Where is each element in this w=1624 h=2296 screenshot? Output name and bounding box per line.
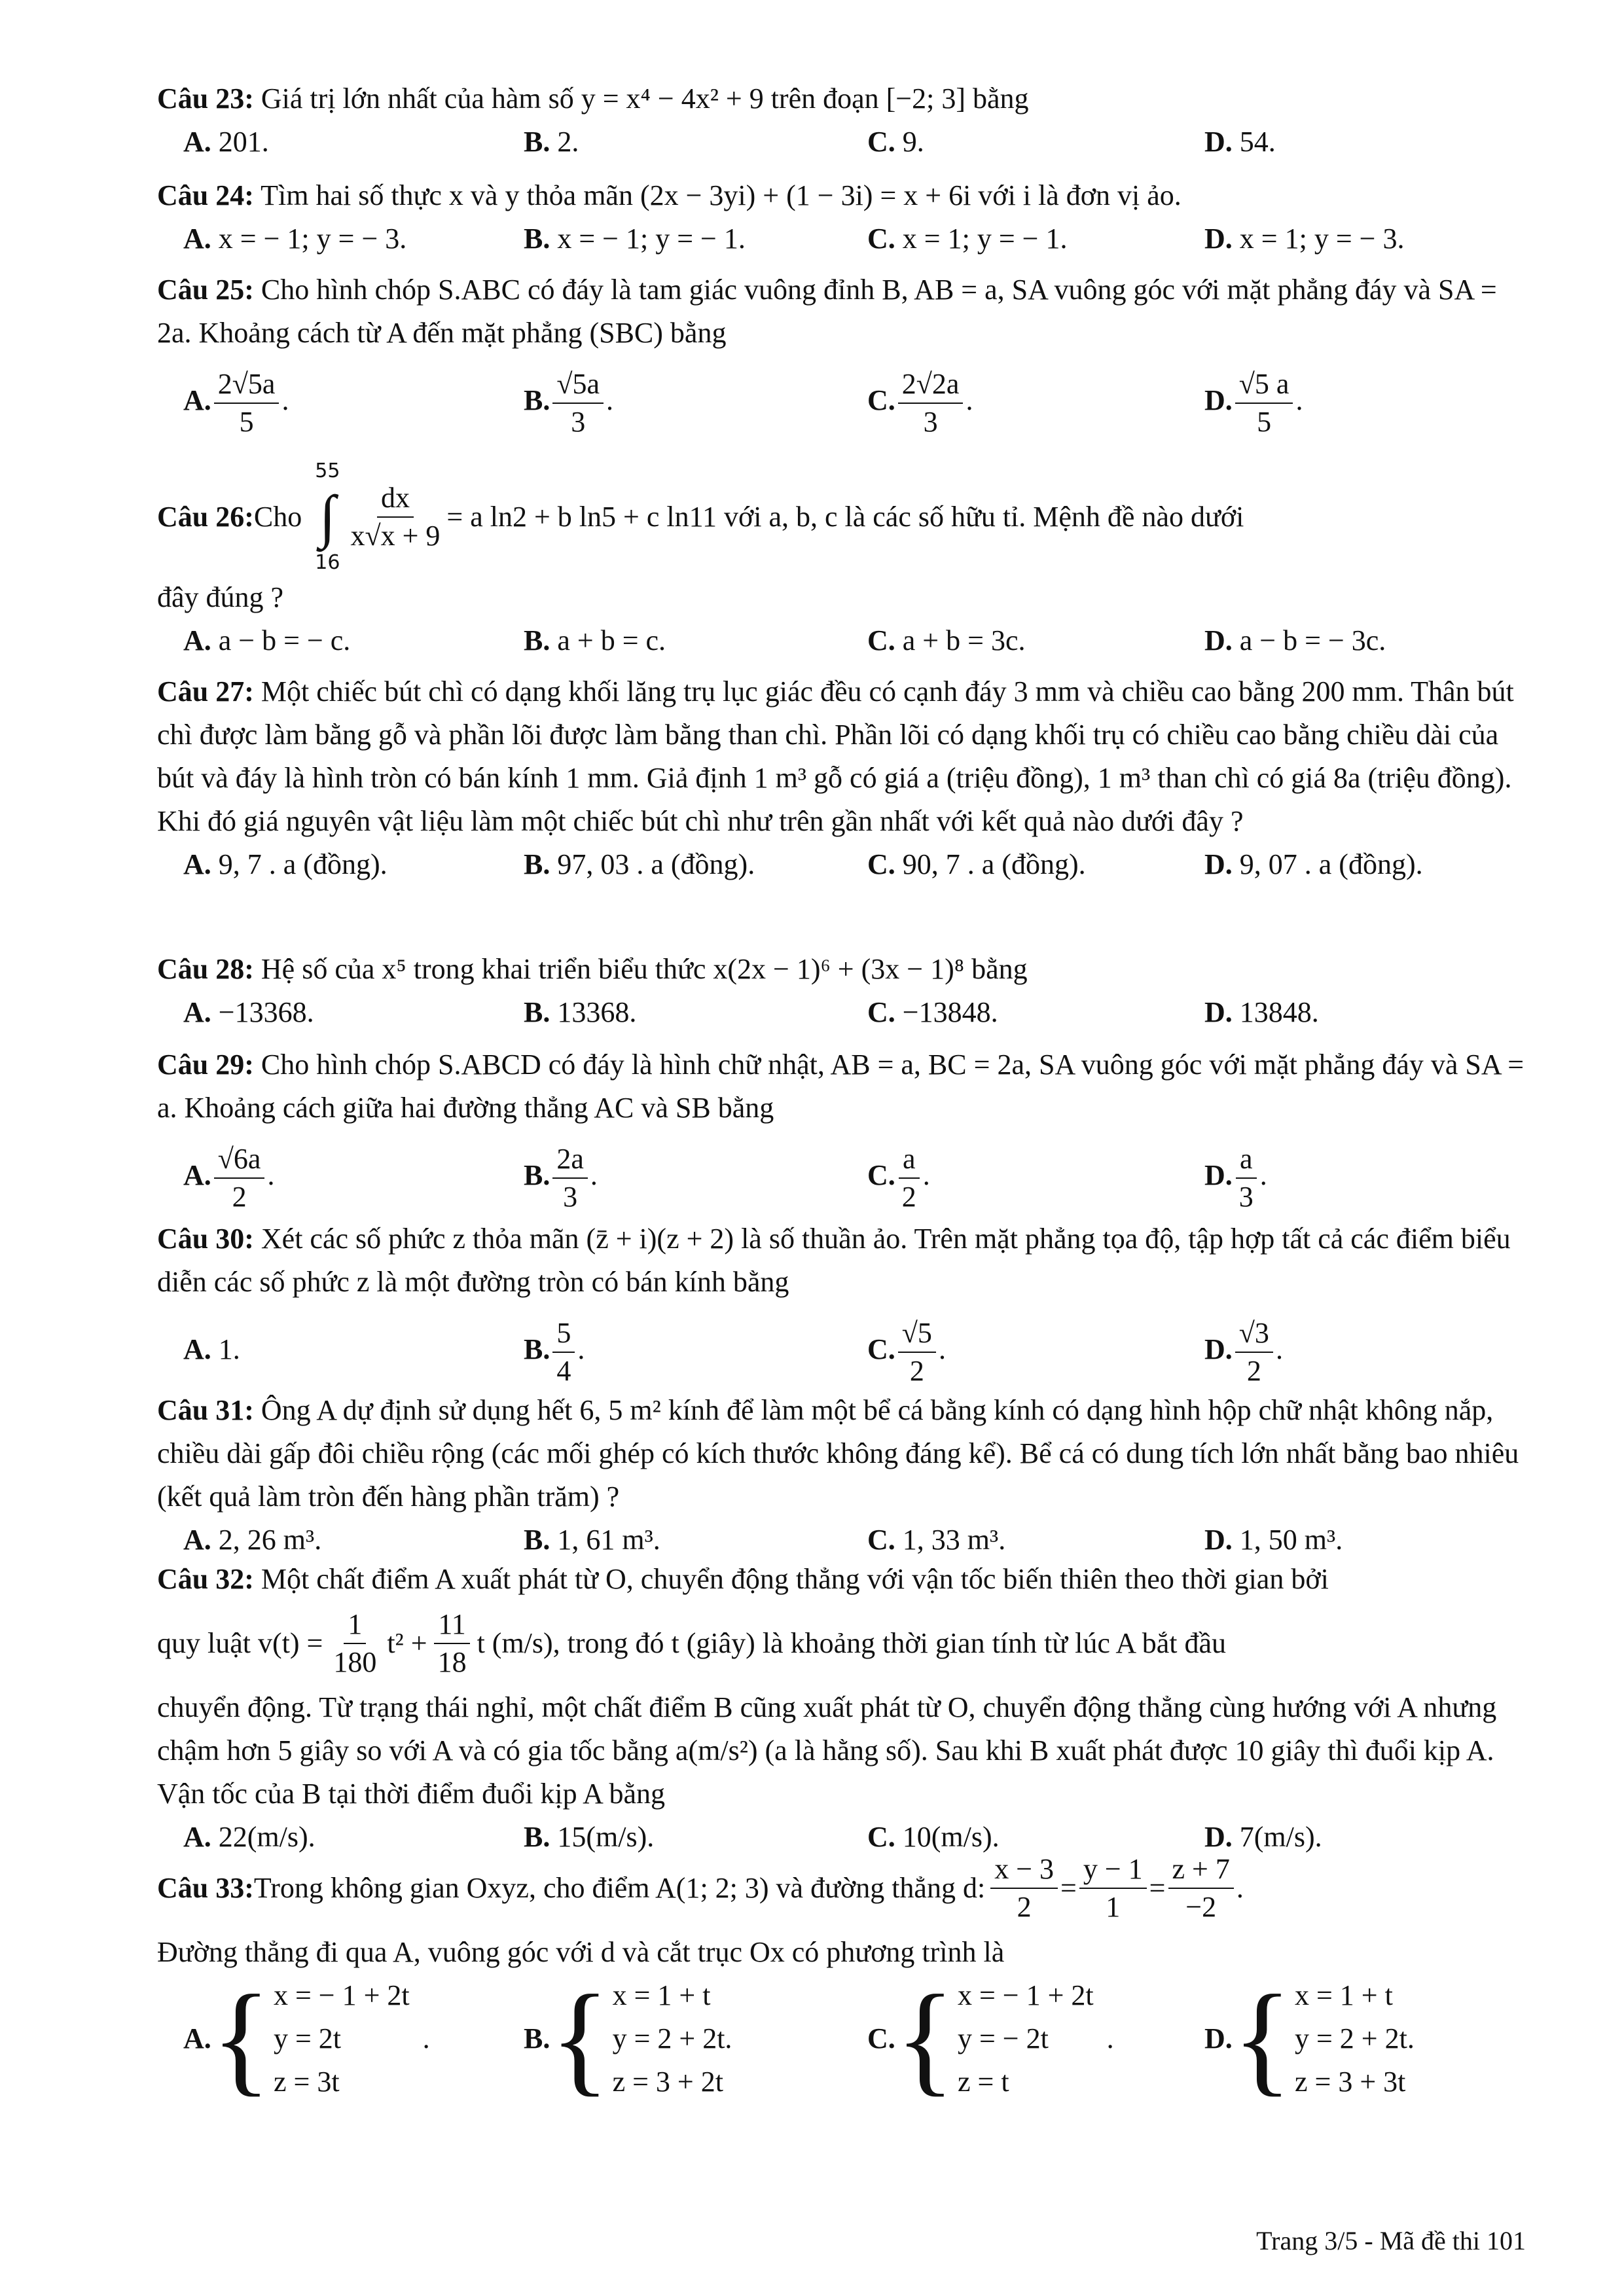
option-c: C. 90, 7 . a (đồng).	[867, 848, 1086, 880]
fraction: $\frac{x - 3}{2}$	[990, 1851, 1058, 1926]
fraction: $\frac{1}{180}$	[329, 1606, 380, 1681]
question-label: Câu 26:	[157, 501, 254, 533]
option-c: C. a + b = 3c.	[867, 624, 1026, 656]
velocity-law: quy luật v(t) = $\frac{1}{180}$ t² + $\frac{11}{18}$ t (m/s), trong đó t (giây) là khoảng thời gian tính từ lúc A bắt đầu	[157, 1601, 1525, 1686]
option-a: A. 9, 7 . a (đồng).	[183, 848, 388, 880]
answer-options	[157, 355, 1525, 446]
option-b: B. 97, 03 . a (đồng).	[524, 848, 755, 880]
question-text: Câu 31: Ông A dự định sử dụng hết 6, 5 m² kính để làm một bể cá bằng kính có dạng hình hộp chữ nhật không nắp, chiều dài gấp đôi chiều rộng (các mối ghép có kích thước không đáng kể). Bể cá có dung tích lớn nhất bằng bao nhiêu (kết quả làm tròn đến hàng phần trăm) ?	[157, 1394, 1519, 1513]
option-a: A. { x = − 1 + 2t y = 2t z = 3t .	[183, 1970, 430, 2108]
fraction: $\frac{√6a}{2}$	[214, 1141, 265, 1215]
fraction: $\frac{a}{2}$	[898, 1141, 920, 1215]
option-a: A. 2, 26 m³.	[183, 1524, 322, 1556]
option-a: A. $\frac{√6a}{2}$ .	[183, 1130, 274, 1221]
option-a: A. x = − 1; y = − 3.	[183, 223, 407, 255]
option-a: A. a − b = − c.	[183, 624, 351, 656]
option-b: B. 13368.	[524, 996, 637, 1028]
question-26: Câu 26: Cho 55 ∫ 16 $\frac{dx}{x√x + 9}$ = a ln2 + b ln5 + c ln11 với a, b, c là các số hữu tỉ. Mệnh đề nào dưới đây đúng ? A. a − b = − c. B. a + b = c. C. a + b = 3c. D. a − b = − 3c.	[157, 458, 1525, 662]
question-label: Câu 29:	[157, 1049, 254, 1081]
option-b: B. { x = 1 + t y = 2 + 2t. z = 3 + 2t	[524, 1970, 732, 2108]
option-c: C. $\frac{2√2a}{3}$ .	[867, 355, 973, 446]
question-33: Câu 33: Trong không gian Oxyz, cho điểm A(1; 2; 3) và đường thẳng d: $\frac{x - 3}{2}$ = $\frac{y - 1}{1}$ = $\frac{z + 7}{-2}$ . Đường thẳng đi qua A, vuông góc với d và cắt trục Ox có phương trình là A. { x = − 1 + 2t y = 2t z = 3t . B. { x = 1 + t y = 2 + 2t. z = 3 + 2t C. { x = − 1 + 2t y = − 2t z = t . D. { x = 1 + t y = 2 + 2t. z = 3 + 3t	[157, 1846, 1525, 2105]
equation-system: { x = 1 + t y = 2 + 2t. z = 3 + 2t	[550, 1970, 732, 2108]
equation-system: { x = 1 + t y = 2 + 2t. z = 3 + 3t	[1232, 1970, 1415, 2108]
option-c: C. 10(m/s).	[867, 1821, 1000, 1853]
page-footer: Trang 3/5 - Mã đề thi 101	[1256, 2226, 1526, 2255]
fraction: $\frac{z + 7}{-2}$	[1168, 1851, 1234, 1926]
option-b: B. $\frac{√5a}{3}$ .	[524, 355, 613, 446]
option-d: D. 13848.	[1204, 996, 1319, 1028]
question-label: Câu 25:	[157, 274, 254, 306]
option-d: D. 54.	[1204, 126, 1276, 158]
option-b: B. $\frac{5}{4}$ .	[524, 1304, 585, 1395]
answer-options	[157, 120, 1525, 164]
question-label: Câu 32:	[157, 1563, 254, 1595]
option-b: B. x = − 1; y = − 1.	[524, 223, 746, 255]
question-text: Câu 23: Giá trị lớn nhất của hàm số y = x⁴ − 4x² + 9 trên đoạn [−2; 3] bằng	[157, 82, 1029, 115]
option-c: C. $\frac{a}{2}$ .	[867, 1130, 930, 1221]
question-label: Câu 33:	[157, 1872, 254, 1904]
fraction: $\frac{2√5a}{5}$	[214, 366, 280, 440]
fraction: $\frac{a}{3}$	[1235, 1141, 1257, 1215]
option-b: B. 1, 61 m³.	[524, 1524, 660, 1556]
question-25	[157, 268, 1525, 446]
question-text: Câu 27: Một chiếc bút chì có dạng khối lăng trụ lục giác đều có cạnh đáy 3 mm và chiều cao bằng 200 mm. Thân bút chì được làm bằng gỗ và phần lõi được làm bằng than chì. Phần lõi có dạng khối trụ có chiều cao bằng chiều dài của bút và đáy là hình tròn có bán kính 1 mm. Giả định 1 m³ gỗ có giá a (triệu đồng), 1 m³ than chì có giá 8a (triệu đồng). Khi đó giá nguyên vật liệu làm một chiếc bút chì như trên gần nhất với kết quả nào dưới đây ?	[157, 675, 1514, 837]
option-d: D. x = 1; y = − 3.	[1204, 223, 1405, 255]
option-d: D. 1, 50 m³.	[1204, 1524, 1343, 1556]
option-b: B. 2.	[524, 126, 579, 158]
question-label: Câu 24:	[157, 179, 254, 211]
option-b: B. 15(m/s).	[524, 1821, 655, 1853]
option-c: C. x = 1; y = − 1.	[867, 223, 1068, 255]
fraction: $\frac{√5 a}{5}$	[1235, 366, 1293, 440]
fraction: $\frac{√5}{2}$	[898, 1315, 936, 1390]
question-text: Câu 29: Cho hình chóp S.ABCD có đáy là hình chữ nhật, AB = a, BC = 2a, SA vuông góc với mặt phẳng đáy và SA = a. Khoảng cách giữa hai đường thẳng AC và SB bằng	[157, 1049, 1525, 1124]
question-29	[157, 1043, 1525, 1221]
question-label: Câu 31:	[157, 1394, 254, 1426]
fraction: $\frac{2√2a}{3}$	[898, 366, 964, 440]
option-c: C. −13848.	[867, 996, 998, 1028]
fraction: $\frac{√3}{2}$	[1235, 1315, 1273, 1390]
fraction: $\frac{√5a}{3}$	[552, 366, 604, 440]
fraction: $\frac{y - 1}{1}$	[1079, 1851, 1147, 1926]
question-text: Câu 25: Cho hình chóp S.ABC có đáy là tam giác vuông đỉnh B, AB = a, SA vuông góc với mặt phẳng đáy và SA = 2a. Khoảng cách từ A đến mặt phẳng (SBC) bằng	[157, 274, 1497, 349]
equation-system: { x = − 1 + 2t y = 2t z = 3t	[211, 1970, 410, 2108]
fraction: $\frac{2a}{3}$	[552, 1141, 588, 1215]
question-32: Câu 32: Một chất điểm A xuất phát từ O, chuyển động thẳng với vận tốc biến thiên theo thời gian bởi quy luật v(t) = $\frac{1}{180}$ t² + $\frac{11}{18}$ t (m/s), trong đó t (giây) là khoảng thời gian tính từ lúc A bắt đầu chuyển động. Từ trạng thái nghỉ, một chất điểm B cũng xuất phát từ O, chuyển động thẳng cùng hướng với A nhưng chậm hơn 5 giây so với A và có gia tốc bằng a(m/s²) (a là hằng số). Sau khi B xuất phát được 10 giây thì đuổi kịp A. Vận tốc của B tại thời điểm đuổi kịp A bằng A. 22(m/s). B. 15(m/s). C. 10(m/s). D. 7(m/s).	[157, 1558, 1525, 1859]
answer-options	[157, 843, 1525, 886]
answer-options	[157, 217, 1525, 260]
question-28	[157, 948, 1525, 1034]
question-text: Câu 32: Một chất điểm A xuất phát từ O, chuyển động thẳng với vận tốc biến thiên theo thời gian bởi	[157, 1563, 1329, 1595]
answer-options	[157, 619, 1525, 662]
option-c: C. $\frac{√5}{2}$ .	[867, 1304, 946, 1395]
option-b: B. $\frac{2a}{3}$ .	[524, 1130, 598, 1221]
option-a: A. −13368.	[183, 996, 314, 1028]
answer-options	[157, 1304, 1525, 1395]
question-text: Câu 28: Hệ số của x⁵ trong khai triển biểu thức x(2x − 1)⁶ + (3x − 1)⁸ bằng	[157, 953, 1028, 985]
question-31	[157, 1389, 1525, 1562]
fraction: $\frac{11}{18}$	[434, 1606, 471, 1681]
option-b: B. a + b = c.	[524, 624, 666, 656]
question-24	[157, 174, 1525, 260]
question-label: Câu 27:	[157, 675, 254, 708]
option-a: A. 201.	[183, 126, 269, 158]
option-d: D. $\frac{a}{3}$ .	[1204, 1130, 1267, 1221]
fraction: $\frac{5}{4}$	[552, 1315, 575, 1390]
option-a: A. $\frac{2√5a}{5}$ .	[183, 355, 289, 446]
fraction: $\frac{dx}{x√x + 9}$	[346, 480, 444, 554]
question-text: Câu 33: Trong không gian Oxyz, cho điểm A(1; 2; 3) và đường thẳng d: $\frac{x - 3}{2}$ = $\frac{y - 1}{1}$ = $\frac{z + 7}{-2}$ .	[157, 1846, 1525, 1931]
answer-options	[157, 991, 1525, 1034]
equation-system: { x = − 1 + 2t y = − 2t z = t	[895, 1970, 1094, 2108]
option-c: C. 1, 33 m³.	[867, 1524, 1006, 1556]
question-text: Câu 26: Cho 55 ∫ 16 $\frac{dx}{x√x + 9}$ = a ln2 + b ln5 + c ln11 với a, b, c là các số hữu tỉ. Mệnh đề nào dưới	[157, 458, 1525, 576]
option-a: A. 22(m/s).	[183, 1821, 316, 1853]
option-d: D. { x = 1 + t y = 2 + 2t. z = 3 + 3t	[1204, 1970, 1415, 2108]
question-label: Câu 30:	[157, 1223, 254, 1255]
answer-options	[157, 1130, 1525, 1221]
option-c: C. 9.	[867, 126, 924, 158]
option-d: D. 9, 07 . a (đồng).	[1204, 848, 1423, 880]
option-c: C. { x = − 1 + 2t y = − 2t z = t .	[867, 1970, 1114, 2108]
question-label: Câu 28:	[157, 953, 254, 985]
question-text: Câu 24: Tìm hai số thực x và y thỏa mãn (2x − 3yi) + (1 − 3i) = x + 6i với i là đơn vị ảo.	[157, 179, 1182, 211]
question-label: Câu 23:	[157, 82, 254, 115]
question-23	[157, 77, 1525, 164]
answer-options	[157, 1518, 1525, 1562]
question-30	[157, 1217, 1525, 1395]
question-text: Câu 30: Xét các số phức z thỏa mãn (z̄ + i)(z + 2) là số thuần ảo. Trên mặt phẳng tọa độ, tập hợp tất cả các điểm biểu diễn các số phức z là một đường tròn có bán kính bằng	[157, 1223, 1511, 1298]
option-d: D. $\frac{√3}{2}$ .	[1204, 1304, 1283, 1395]
option-d: D. $\frac{√5 a}{5}$ .	[1204, 355, 1303, 446]
answer-options	[157, 1970, 1525, 2108]
question-27	[157, 670, 1525, 886]
integral-sign: 55 ∫ 16	[315, 459, 340, 574]
option-a: A. 1.	[183, 1333, 240, 1365]
option-d: D. a − b = − 3c.	[1204, 624, 1386, 656]
option-d: D. 7(m/s).	[1204, 1821, 1322, 1853]
